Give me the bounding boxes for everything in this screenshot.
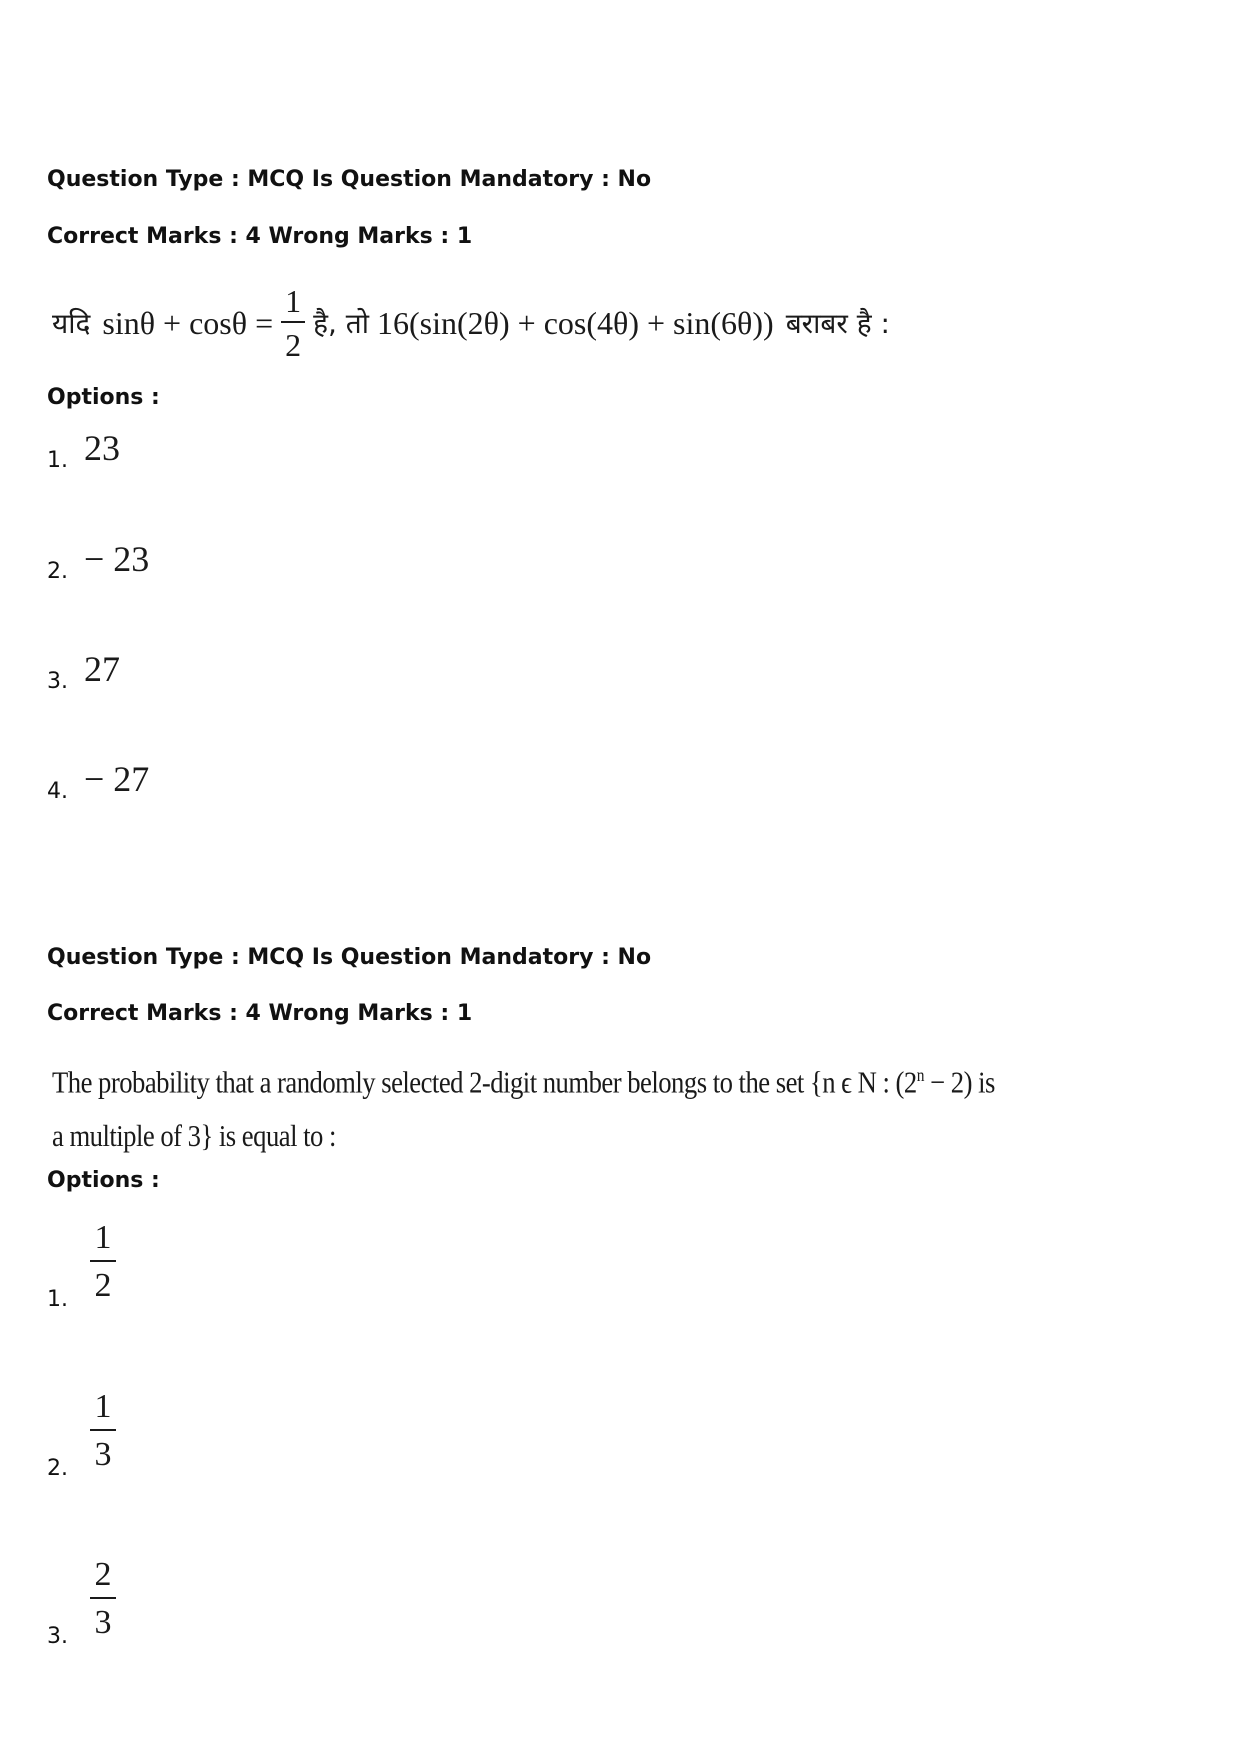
q1-fraction-denominator: 2 [285, 327, 302, 363]
q2-option-2-bar [90, 1429, 116, 1431]
q1-option-3-number: 3. [47, 669, 68, 694]
q2-option-3-numerator: 2 [94, 1556, 112, 1593]
q2-option-3-fraction [90, 1555, 116, 1643]
q1-tail-text: बराबर है : [785, 307, 890, 340]
q2-question-line-2: a multiple of 3} is equal to : [52, 1118, 336, 1154]
q2-question-line-1 [52, 1048, 995, 1109]
q2-option-1-number: 1. [47, 1287, 68, 1312]
q2-option-2-denominator: 3 [94, 1436, 112, 1473]
q1-fraction-numerator: 1 [285, 283, 302, 319]
q1-option-1-number: 1. [47, 448, 68, 473]
q2-line1-superscript: n [916, 1065, 924, 1085]
q1-mid-text: है, तो [313, 307, 370, 340]
q1-fraction-bar [281, 321, 305, 323]
q1-options-label: Options : [47, 385, 160, 410]
q2-option-2-numerator: 1 [94, 1388, 112, 1425]
q2-option-3-bar [90, 1597, 116, 1599]
q1-option-2-value: − 23 [84, 539, 150, 579]
q1-option-4-number: 4. [47, 779, 68, 804]
q1-option-4-value: − 27 [84, 759, 150, 799]
q2-option-2-fraction [90, 1387, 116, 1475]
q2-option-1-numerator: 1 [94, 1219, 112, 1256]
q1-option-3-value: 27 [84, 649, 120, 689]
q2-question-text [52, 1048, 995, 1163]
q2-option-2-number: 2. [47, 1456, 68, 1481]
q2-option-3-denominator: 3 [94, 1604, 112, 1641]
q2-options-label: Options : [47, 1168, 160, 1193]
q2-option-1-bar [90, 1260, 116, 1262]
q2-option-1-denominator: 2 [94, 1267, 112, 1304]
q1-fraction [281, 282, 305, 364]
q2-line1-before: The probability that a randomly selected 2-digit number belongs to the set {n ϵ N : (2 [52, 1064, 917, 1100]
q1-expression: 16(sin(2θ) + cos(4θ) + sin(6θ)) [377, 304, 774, 341]
q2-question-type: Question Type : MCQ Is Question Mandatory : No [47, 945, 652, 970]
q1-question-type: Question Type : MCQ Is Question Mandatory : No [47, 167, 652, 192]
q1-option-2-number: 2. [47, 559, 68, 584]
q2-marks: Correct Marks : 4 Wrong Marks : 1 [47, 1001, 473, 1026]
q2-line1-after: − 2) is [923, 1064, 995, 1100]
q2-option-3-number: 3. [47, 1624, 68, 1649]
q1-question-text [52, 278, 890, 368]
q1-marks: Correct Marks : 4 Wrong Marks : 1 [47, 224, 473, 249]
q2-option-1-fraction [90, 1218, 116, 1306]
q1-lhs: sinθ + cosθ = [102, 304, 274, 341]
q1-option-1-value: 23 [84, 428, 120, 468]
q1-if-word: यदि [52, 307, 91, 340]
